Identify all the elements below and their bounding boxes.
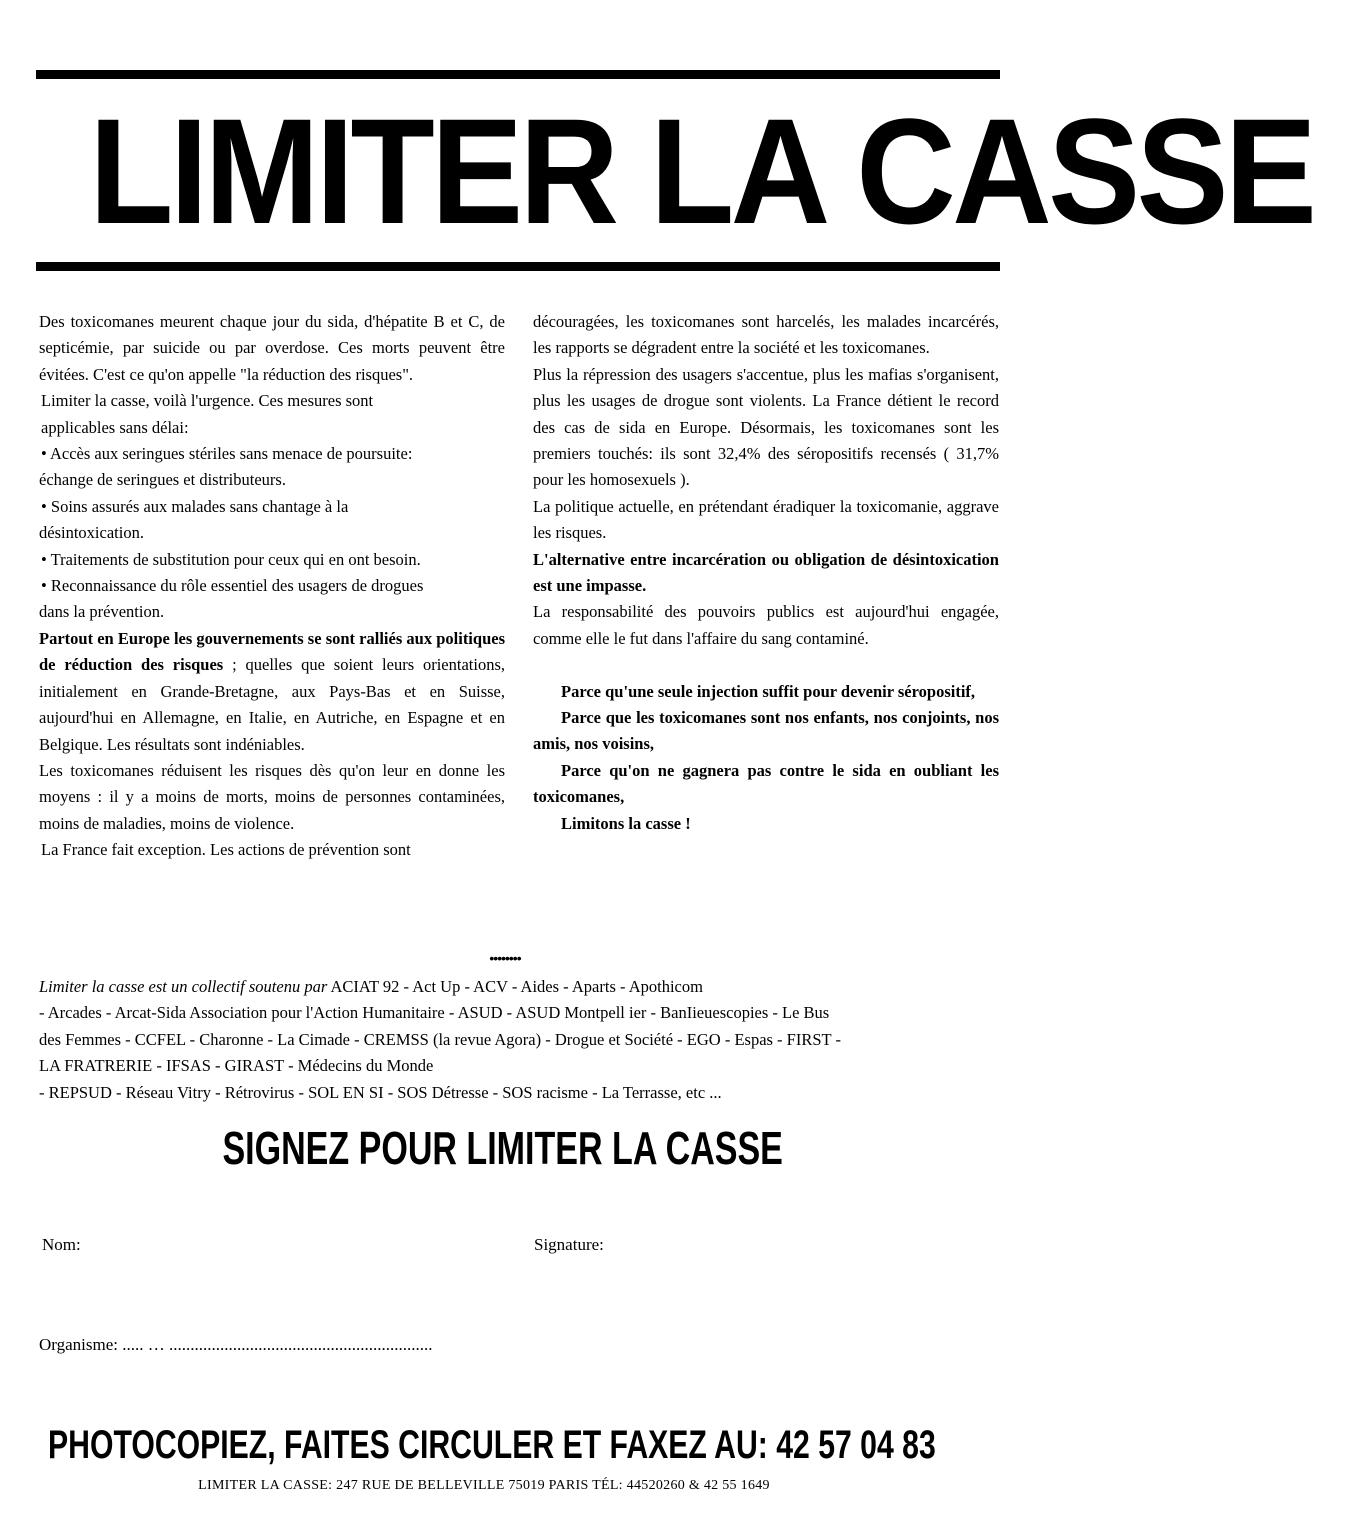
bullet-soins: • Soins assurés aux malades sans chantage à la: [41, 496, 349, 516]
masthead-title: LIMITER LA CASSE: [89, 87, 1314, 255]
collective-line-2: - Arcades - Arcat-Sida Association pour l'Action Humanitaire - ASUD - ASUD Montpell ier - BanIieuescopies - Le Bus: [39, 1003, 830, 1023]
parce-que-2: Parce que les toxicomanes sont nos enfants, nos conjoints, nos amis, nos voisins,: [533, 708, 999, 754]
collective-intro: Limiter la casse est un collectif soutenu par: [39, 977, 328, 996]
masthead-bottom-rule: [36, 262, 1000, 271]
bullet-reconnaissance-cont: dans la prévention.: [39, 602, 165, 622]
urgency-line-2: applicables sans délai:: [41, 417, 189, 437]
collective-line-3: des Femmes - CCFEL - Charonne - La Cimade - CREMSS (la revue Agora) - Drogue et Société - EGO - Espas - FIRST -: [39, 1029, 841, 1049]
repression-paragraph: Plus la répression des usagers s'accentue, plus les mafias s'organisent, plus les usages de drogue sont violents. La France détient le record des cas de sida en Europe. Désormais, les toxicomanes sont les premiers touchés: ils sont 32,4% des séropositifs recensés ( 31,7% pour les homosexuels ).: [533, 364, 999, 490]
closing-line: Limitons la casse !: [561, 813, 691, 833]
separator-dots: ••••••••: [489, 950, 521, 966]
france-paragraph: La France fait exception. Les actions de prévention sont: [41, 840, 411, 860]
collective-line-1: Limiter la casse est un collectif soutenu par ACIAT 92 - Act Up - ACV - Aides - Aparts - Apothicom: [39, 977, 703, 996]
organisme-field-label[interactable]: Organisme: ..... … ..............................................................: [39, 1335, 433, 1354]
bullet-seringues-cont: échange de seringues et distributeurs.: [39, 470, 286, 490]
contact-address: LIMITER LA CASSE: 247 RUE DE BELLEVILLE 75019 PARIS TÉL: 44520260 & 42 55 1649: [198, 1478, 770, 1493]
fax-instruction: PHOTOCOPIEZ, FAITES CIRCULER ET FAXEZ AU: 42 57 04 83: [48, 1423, 936, 1467]
bullet-substitution: • Traitements de substitution pour ceux qui en ont besoin.: [41, 549, 421, 569]
parce-que-3: Parce qu'on ne gagnera pas contre le sida en oubliant les toxicomanes,: [533, 760, 999, 807]
signature-field-label[interactable]: Signature:: [534, 1235, 604, 1254]
urgency-line: Limiter la casse, voilà l'urgence. Ces mesures sont: [41, 391, 374, 411]
europe-bold-text: Partout en Europe les gouvernements se sont ralliés aux politiques de réduction des risques: [39, 628, 505, 675]
europe-paragraph: [39, 626, 505, 758]
responsibility-paragraph: La responsabilité des pouvoirs publics est aujourd'hui engagée, comme elle le fut dans l'affaire du sang contaminé.: [533, 602, 999, 648]
collective-line-5: - REPSUD - Réseau Vitry - Rétrovirus - SOL EN SI - SOS Détresse - SOS racisme - La Terrasse, etc ...: [39, 1082, 722, 1102]
discouraged-paragraph: découragées, les toxicomanes sont harcelés, les malades incarcérés, les rapports se dégradent entre la société et les toxicomanes.: [533, 312, 999, 358]
bullet-soins-cont: désintoxication.: [39, 523, 144, 543]
intro-paragraph: Des toxicomanes meurent chaque jour du sida, d'hépatite B et C, de septicémie, par suicide ou par overdose. Ces morts peuvent être évitées. C'est ce qu'on appelle "la réduction des risques".: [39, 312, 505, 384]
collective-members: [39, 974, 999, 1106]
alternative-paragraph: L'alternative entre incarcération ou obligation de désintoxication est une impasse.: [533, 549, 999, 596]
parce-que-1: Parce qu'une seule injection suffit pour devenir séropositif,: [561, 681, 976, 701]
bullet-seringues: • Accès aux seringues stériles sans menace de poursuite:: [41, 444, 413, 464]
right-column: [533, 309, 999, 837]
masthead-top-rule: [36, 70, 1000, 79]
left-column: [39, 309, 505, 864]
europe-text: ; quelles que soient leurs orientations, initialement en Grande-Bretagne, aux Pays-Bas et en Suisse, aujourd'hui en Allemagne, en Italie, en Autriche, en Espagne et en Belgique. Les résultats sont indéniables.: [39, 655, 505, 754]
signez-heading: SIGNEZ POUR LIMITER LA CASSE: [222, 1122, 784, 1174]
results-paragraph: Les toxicomanes réduisent les risques dès qu'on leur en donne les moyens : il y a moins de morts, moins de personnes contaminées, moins de maladies, moins de violence.: [39, 760, 505, 833]
nom-field-label[interactable]: Nom:: [42, 1235, 81, 1254]
policy-paragraph: La politique actuelle, en prétendant éradiquer la toxicomanie, aggrave les risques.: [533, 496, 999, 543]
collective-line-4: LA FRATRERIE - IFSAS - GIRAST - Médecins du Monde: [39, 1056, 434, 1076]
bullet-reconnaissance: • Reconnaissance du rôle essentiel des usagers de drogues: [41, 576, 424, 596]
